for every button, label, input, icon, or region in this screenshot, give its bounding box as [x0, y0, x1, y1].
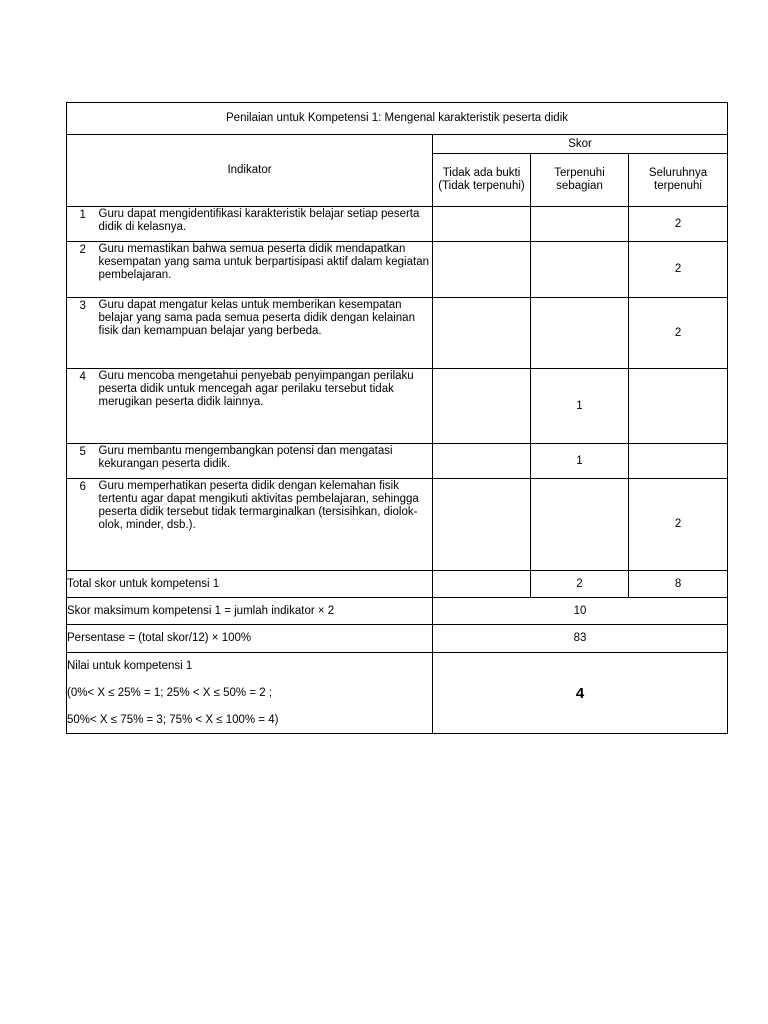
nilai-range-2: 50%< X ≤ 75% = 3; 75% < X ≤ 100% = 4)	[67, 713, 279, 726]
score-terpenuhi-sebagian	[531, 298, 629, 369]
score-tidak-ada-bukti	[433, 298, 531, 369]
persentase-row	[67, 625, 728, 653]
table-row	[67, 369, 728, 444]
table-title: Penilaian untuk Kompetensi 1: Mengenal karakteristik peserta didik	[67, 103, 728, 135]
score-tidak-ada-bukti	[433, 369, 531, 444]
maksimum-label: Skor maksimum kompetensi 1 = jumlah indikator × 2	[67, 598, 433, 625]
nilai-range-1: (0%< X ≤ 25% = 1; 25% < X ≤ 50% = 2 ;	[67, 686, 273, 699]
score-terpenuhi-sebagian	[531, 207, 629, 242]
competency-assessment-table	[66, 102, 728, 734]
total-seluruhnya-terpenuhi: 8	[629, 571, 728, 598]
indicator-text: Guru membantu mengembangkan potensi dan mengatasi kekurangan peserta didik.	[99, 444, 433, 479]
indicator-text: Guru dapat mengatur kelas untuk memberikan kesempatan belajar yang sama pada semua peserta didik dengan kelainan fisik dan kemampuan belajar yang berbeda.	[99, 298, 433, 369]
row-number: 4	[67, 369, 99, 444]
table-row	[67, 242, 728, 298]
total-label: Total skor untuk kompetensi 1	[67, 571, 433, 598]
maksimum-value: 10	[433, 598, 728, 625]
table-row	[67, 444, 728, 479]
persentase-value: 83	[433, 625, 728, 653]
nilai-label-cell	[67, 653, 433, 734]
score-seluruhnya-terpenuhi: 2	[629, 479, 728, 571]
nilai-value: 4	[433, 653, 728, 734]
row-number: 6	[67, 479, 99, 571]
row-number: 1	[67, 207, 99, 242]
score-terpenuhi-sebagian	[531, 479, 629, 571]
row-number: 2	[67, 242, 99, 298]
score-seluruhnya-terpenuhi: 2	[629, 207, 728, 242]
header-seluruhnya-terpenuhi: Seluruhnya terpenuhi	[629, 154, 728, 207]
indicator-text: Guru memperhatikan peserta didik dengan kelemahan fisik tertentu agar dapat mengikuti aktivitas pembelajaran, sehingga peserta didik tersebut tidak termarginalkan (tersisihkan, diolok-olok, minder, dsb.).	[99, 479, 433, 571]
score-seluruhnya-terpenuhi: 2	[629, 242, 728, 298]
table-row	[67, 298, 728, 369]
maksimum-row	[67, 598, 728, 625]
score-tidak-ada-bukti	[433, 207, 531, 242]
header-indikator: Indikator	[67, 135, 433, 207]
row-number: 3	[67, 298, 99, 369]
score-terpenuhi-sebagian	[531, 242, 629, 298]
score-tidak-ada-bukti	[433, 444, 531, 479]
header-terpenuhi-sebagian: Terpenuhi sebagian	[531, 154, 629, 207]
indicator-text: Guru memastikan bahwa semua peserta didik mendapatkan kesempatan yang sama untuk berpartisipasi aktif dalam kegiatan pembelajaran.	[99, 242, 433, 298]
total-row	[67, 571, 728, 598]
header-tidak-ada-bukti: Tidak ada bukti (Tidak terpenuhi)	[433, 154, 531, 207]
total-terpenuhi-sebagian: 2	[531, 571, 629, 598]
indicator-text: Guru mencoba mengetahui penyebab penyimpangan perilaku peserta didik untuk mencegah agar perilaku tersebut tidak merugikan peserta didik lainnya.	[99, 369, 433, 444]
indicator-text: Guru dapat mengidentifikasi karakteristik belajar setiap peserta didik di kelasnya.	[99, 207, 433, 242]
score-tidak-ada-bukti	[433, 242, 531, 298]
score-terpenuhi-sebagian: 1	[531, 369, 629, 444]
nilai-row	[67, 653, 728, 734]
table-row	[67, 207, 728, 242]
header-skor: Skor	[433, 135, 728, 154]
row-number: 5	[67, 444, 99, 479]
score-tidak-ada-bukti	[433, 479, 531, 571]
nilai-label: Nilai untuk kompetensi 1	[67, 659, 193, 672]
score-seluruhnya-terpenuhi	[629, 369, 728, 444]
score-seluruhnya-terpenuhi	[629, 444, 728, 479]
table-row	[67, 479, 728, 571]
score-terpenuhi-sebagian: 1	[531, 444, 629, 479]
persentase-label: Persentase = (total skor/12) × 100%	[67, 625, 433, 653]
score-seluruhnya-terpenuhi: 2	[629, 298, 728, 369]
total-tidak-ada-bukti	[433, 571, 531, 598]
